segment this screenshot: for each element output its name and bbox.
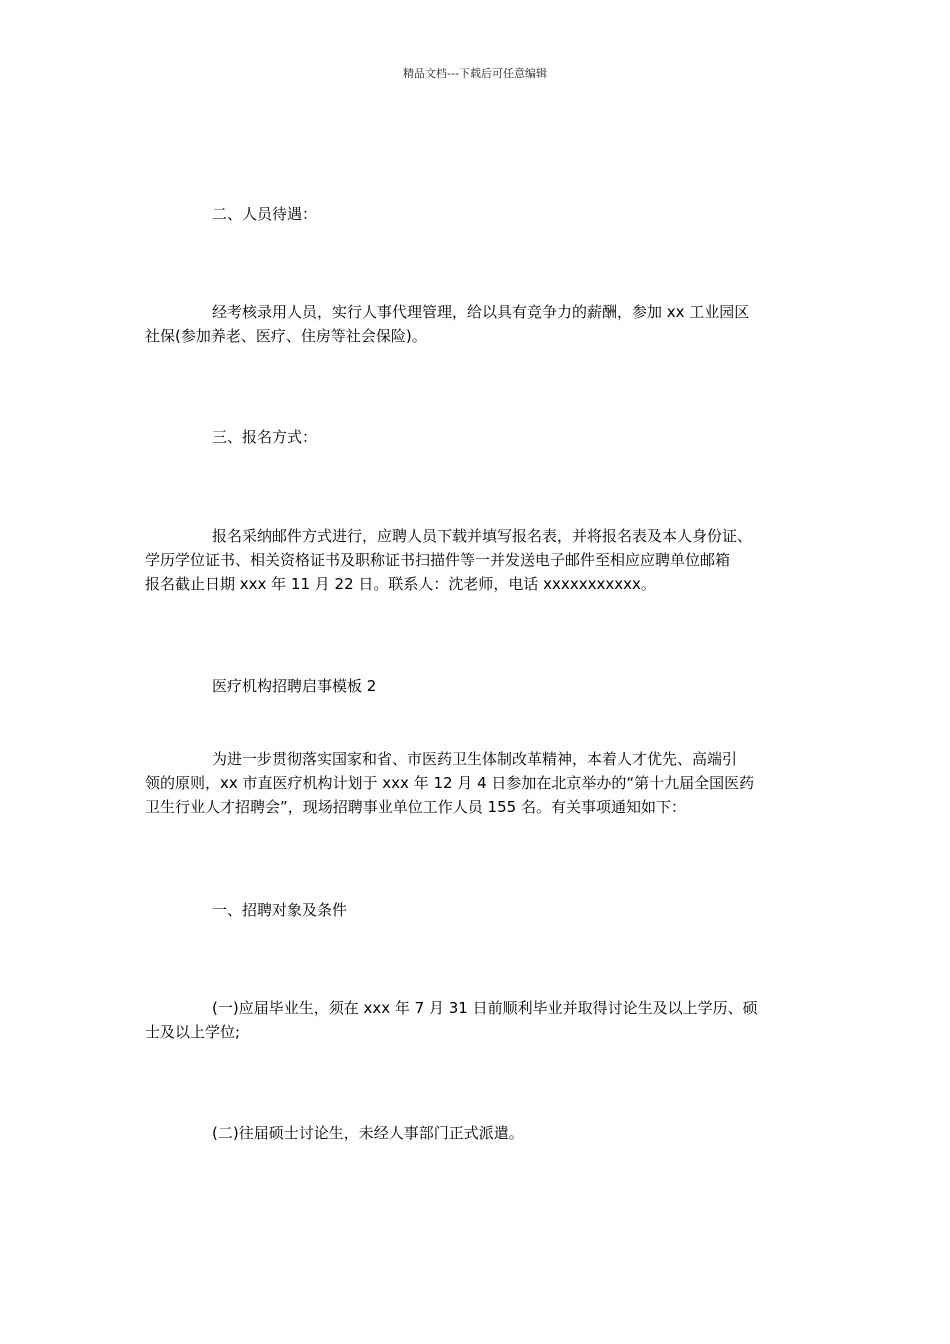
paragraph-line: 士及以上学位;	[145, 1023, 241, 1041]
section-heading-recruitment-target	[145, 898, 813, 922]
paragraph-line: 报名截止日期 xxx 年 11 月 22 日。联系人：沈老师，电话 xxxxxxxxxxx。	[145, 575, 656, 593]
paragraph-intro	[145, 747, 813, 819]
paragraph-condition-1	[145, 996, 813, 1044]
section-heading-registration	[145, 425, 813, 449]
paragraph-line: 学历学位证书、相关资格证书及职称证书扫描件等一并发送电子邮件至相应应聘单位邮箱	[145, 551, 731, 569]
paragraph-registration	[145, 524, 813, 596]
section-heading-treatment	[145, 202, 813, 226]
paragraph-line: 报名采纳邮件方式进行，应聘人员下载并填写报名表，并将报名表及本人身份证、	[212, 527, 753, 545]
paragraph-line: 卫生行业人才招聘会”，现场招聘事业单位工作人员 155 名。有关事项通知如下：	[145, 798, 686, 816]
paragraph-line: (二)往届硕士讨论生，未经人事部门正式派遣。	[212, 1124, 524, 1142]
paragraph-line: 社保(参加养老、医疗、住房等社会保险)。	[145, 327, 427, 345]
page-header: 精品文档---下载后可任意编辑	[403, 67, 547, 80]
paragraph-line: 经考核录用人员，实行人事代理管理，给以具有竞争力的薪酬，参加 xx 工业园区	[212, 303, 750, 321]
template-title	[145, 674, 813, 698]
paragraph-line: 领的原则，xx 市直医疗机构计划于 xxx 年 12 月 4 日参加在北京举办的“第十九届全国医药	[145, 774, 755, 792]
paragraph-line: (一)应届毕业生，须在 xxx 年 7 月 31 日前顺利毕业并取得讨论生及以上学历、硕	[212, 999, 758, 1017]
paragraph-condition-2	[145, 1121, 813, 1145]
title-text: 医疗机构招聘启事模板 2	[212, 677, 377, 695]
heading-text: 一、招聘对象及条件	[212, 901, 348, 919]
heading-text: 二、人员待遇：	[212, 205, 318, 223]
paragraph-treatment	[145, 300, 813, 348]
heading-text: 三、报名方式：	[212, 428, 318, 446]
paragraph-line: 为进一步贯彻落实国家和省、市医药卫生体制改革精神，本着人才优先、高端引	[212, 750, 738, 768]
